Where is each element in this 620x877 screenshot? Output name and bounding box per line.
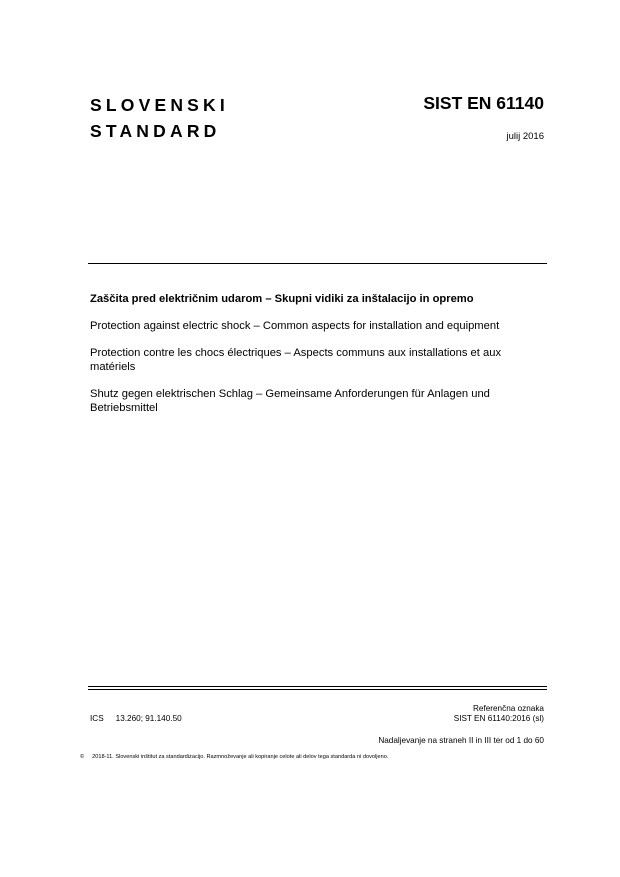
- publication-date: julij 2016: [506, 131, 544, 142]
- title-german: Shutz gegen elektrischen Schlag – Gemeinsame Anforderungen für Anlagen und Betriebsmittel: [90, 388, 490, 414]
- reference-label: Referenčna oznaka: [472, 704, 544, 713]
- bottom-divider-lower: [88, 689, 547, 690]
- ics-codes: 13.260; 91.140.50: [115, 714, 182, 723]
- continuation-note: Nadaljevanje na straneh II in III ter od 1 do 60: [378, 736, 544, 745]
- title-slovenian: Zaščita pred električnim udarom – Skupni vidiki za inštalacijo in opremo: [90, 293, 474, 305]
- reference-value: SIST EN 61140:2016 (sl): [453, 714, 544, 723]
- titles-block: [90, 292, 540, 428]
- copyright-line: [80, 754, 388, 760]
- brand-block: [90, 92, 229, 144]
- ics-line: [90, 714, 182, 723]
- title-french: Protection contre les chocs électriques – Aspects communs aux installations et aux matériels: [90, 347, 502, 373]
- ics-label: ICS: [90, 714, 104, 723]
- brand-line-2: STANDARD: [90, 121, 221, 141]
- copyright-symbol: ©: [80, 754, 85, 760]
- copyright-text: 2018-11. Slovenski inštitut za standardizacijo. Razmnoževanje ali kopiranje celote ali delov tega standarda ni dovoljeno.: [92, 754, 389, 760]
- bottom-divider-upper: [88, 686, 547, 687]
- standard-code: SIST EN 61140: [423, 93, 544, 113]
- brand-line-1: SLOVENSKI: [90, 95, 229, 115]
- title-english: Protection against electric shock – Common aspects for installation and equipment: [90, 320, 500, 332]
- top-divider: [88, 263, 547, 264]
